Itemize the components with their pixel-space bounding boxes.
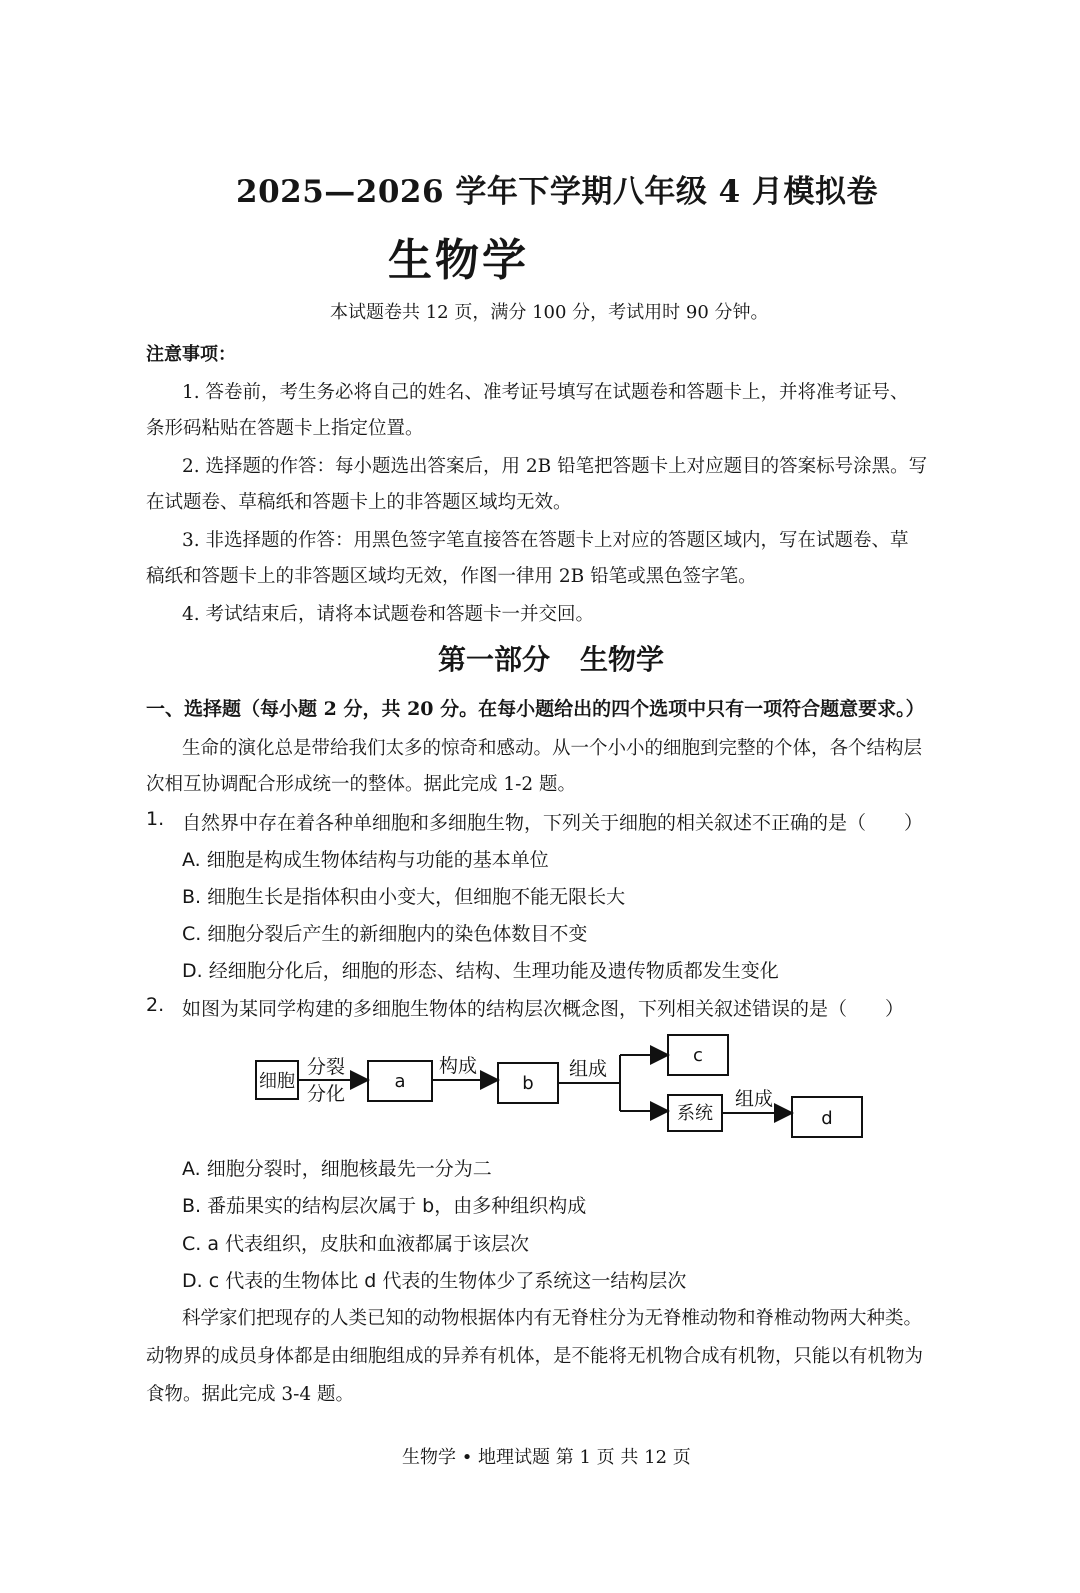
- note-3-line-1: 3. 非选择题的作答：用黑色签字笔直接答在答题卡上对应的答题区域内，写在试题卷、草: [182, 530, 909, 551]
- part-heading: [438, 638, 664, 678]
- c-label: c: [693, 1045, 703, 1066]
- q2-stem: 如图为某同学构建的多细胞生物体的结构层次概念图，下列相关叙述错误的是（ ）: [182, 998, 905, 1020]
- q2-option-c: C. a 代表组织，皮肤和血液都属于该层次: [182, 1233, 530, 1255]
- q1-stem: 自然界中存在着各种单细胞和多细胞生物，下列关于细胞的相关叙述不正确的是（ ）: [182, 812, 924, 834]
- note-3-line-2: 稿纸和答题卡上的非答题区域均无效，作图一律用 2B 铅笔或黑色签字笔。: [146, 566, 757, 587]
- compose2-label: 组成: [734, 1088, 774, 1110]
- differentiate-label: 分化: [306, 1083, 346, 1105]
- page-footer: 生物学 • 地理试题 第 1 页 共 12 页: [402, 1447, 691, 1468]
- split-label: 分裂: [306, 1056, 346, 1078]
- subject-title: 生物学: [388, 235, 529, 286]
- q2-option-a: A. 细胞分裂时，细胞核最先一分为二: [182, 1158, 492, 1180]
- note-2-line-1: 2. 选择题的作答：每小题选出答案后，用 2B 铅笔把答题卡上对应题目的答案标号涂黑。写: [182, 456, 928, 477]
- note-2-line-2: 在试题卷、草稿纸和答题卡上的非答题区域均无效。: [146, 492, 572, 513]
- part-label: 第一部分: [438, 643, 551, 676]
- a-label: a: [394, 1071, 406, 1092]
- intro2-line-1: 科学家们把现存的人类已知的动物根据体内有无脊柱分为无脊椎动物和脊椎动物两大种类。: [182, 1308, 923, 1329]
- intro2-line-2: 动物界的成员身体都是由细胞组成的异养有机体，是不能将无机物合成有机物，只能以有机物为: [146, 1346, 924, 1367]
- form1-label: 构成: [438, 1055, 478, 1077]
- structure-level-diagram: [240, 1025, 880, 1145]
- q2-option-b: B. 番茄果实的结构层次属于 b，由多种组织构成: [182, 1195, 587, 1217]
- note-4-line-1: 4. 考试结束后，请将本试题卷和答题卡一并交回。: [182, 604, 595, 625]
- section-heading: 一、选择题（每小题 2 分，共 20 分。在每小题给出的四个选项中只有一项符合题意要求。）: [146, 698, 925, 720]
- d-label: d: [821, 1108, 833, 1129]
- q1-option-c: C. 细胞分裂后产生的新细胞内的染色体数目不变: [182, 923, 588, 945]
- q1-option-a: A. 细胞是构成生物体结构与功能的基本单位: [182, 849, 549, 871]
- part-name: 生物学: [580, 643, 665, 676]
- intro1-line-2: 次相互协调配合形成统一的整体。据此完成 1-2 题。: [146, 774, 577, 795]
- q1-option-d: D. 经细胞分化后，细胞的形态、结构、生理功能及遗传物质都发生变化: [182, 960, 779, 982]
- q2-option-d: D. c 代表的生物体比 d 代表的生物体少了系统这一结构层次: [182, 1270, 687, 1292]
- exam-title: 2025—2026 学年下学期八年级 4 月模拟卷: [236, 174, 879, 210]
- cell-label: 细胞: [259, 1071, 295, 1092]
- q1-number: 1.: [146, 808, 165, 830]
- compose1-label: 组成: [568, 1058, 608, 1080]
- q2-number: 2.: [146, 994, 165, 1016]
- q1-option-b: B. 细胞生长是指体积由小变大，但细胞不能无限长大: [182, 886, 626, 908]
- system-label: 系统: [677, 1103, 713, 1124]
- note-1-line-2: 条形码粘贴在答题卡上指定位置。: [146, 418, 424, 439]
- exam-info: 本试题卷共 12 页，满分 100 分，考试用时 90 分钟。: [330, 302, 769, 323]
- note-1-line-1: 1. 答卷前，考生务必将自己的姓名、准考证号填写在试题卷和答题卡上，并将准考证号、: [182, 382, 909, 403]
- intro2-line-3: 食物。据此完成 3-4 题。: [146, 1384, 355, 1405]
- b-label: b: [522, 1073, 534, 1094]
- notes-heading: 注意事项：: [146, 344, 236, 365]
- intro1-line-1: 生命的演化总是带给我们太多的惊奇和感动。从一个小小的细胞到完整的个体，各个结构层: [182, 738, 923, 759]
